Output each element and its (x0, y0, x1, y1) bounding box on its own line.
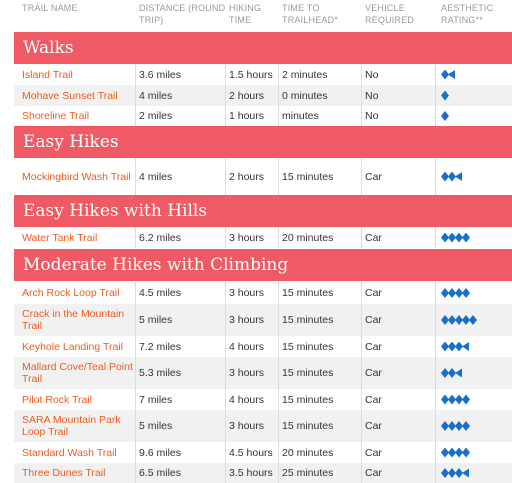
column-divider (135, 410, 136, 442)
cell-distance: 3.6 miles (139, 68, 182, 81)
table-row (14, 64, 512, 85)
table-row (14, 410, 512, 442)
trail-name-link[interactable]: Shoreline Trail (22, 110, 90, 122)
cell-hiking: 4 hours (229, 340, 265, 353)
cell-vehicle: Car (365, 420, 382, 432)
trail-name-link[interactable]: Standard Wash Trail (22, 446, 117, 459)
cell-hiking: 3 hours (229, 420, 265, 432)
cell-distance: 5.3 miles (139, 367, 182, 379)
diamond-icon (441, 468, 449, 478)
aesthetic-rating (441, 410, 469, 442)
column-divider (225, 85, 226, 106)
diamond-icon (441, 395, 449, 405)
table-row (14, 158, 512, 195)
diamond-icon (462, 395, 470, 405)
cell-trailhead: 2 minutes (282, 68, 328, 81)
table-row (14, 304, 512, 336)
cell-distance: 7.2 miles (139, 340, 182, 353)
diamond-icon (448, 421, 456, 431)
diamond-icon (455, 448, 463, 458)
cell-distance: 2 miles (139, 110, 173, 122)
cell-distance: 6.2 miles (139, 231, 182, 244)
header-vehicle-required: VEHICLE REQUIRED (365, 3, 415, 25)
column-divider (225, 357, 226, 389)
header-time-to-trailhead: TIME TO TRAILHEAD* (282, 3, 339, 25)
table-row (14, 357, 512, 389)
aesthetic-rating (441, 85, 448, 106)
trail-name-link[interactable]: Crack in the Mountain Trail (22, 308, 125, 332)
table-row (14, 106, 512, 126)
section-header: Walks (14, 32, 512, 64)
cell-distance: 4 miles (139, 170, 173, 183)
cell-vehicle: No (365, 68, 379, 81)
diamond-icon (441, 315, 449, 325)
cell-trailhead: minutes (282, 110, 319, 122)
column-divider (135, 389, 136, 410)
diamond-icon (455, 395, 463, 405)
cell-hiking: 2 hours (229, 170, 265, 183)
column-divider (435, 64, 436, 85)
header-trail-name: TRAIL NAME (22, 3, 78, 13)
column-divider (225, 463, 226, 483)
column-divider (225, 227, 226, 248)
header-distance: DISTANCE (ROUND TRIP) (139, 3, 226, 25)
cell-vehicle: Car (365, 446, 382, 459)
aesthetic-rating (441, 442, 469, 463)
column-divider (435, 357, 436, 389)
diamond-icon (441, 288, 449, 298)
diamond-icon (448, 368, 456, 378)
cell-distance: 9.6 miles (139, 446, 182, 459)
cell-hiking: 3 hours (229, 367, 265, 379)
column-divider (225, 106, 226, 126)
table-row (14, 85, 512, 106)
aesthetic-rating (441, 282, 469, 304)
diamond-icon (455, 468, 463, 478)
diamond-icon (441, 172, 449, 182)
cell-vehicle: Car (365, 231, 382, 244)
column-divider (135, 304, 136, 336)
column-divider (225, 336, 226, 357)
section-header: Moderate Hikes with Climbing (14, 249, 512, 281)
diamond-icon (448, 468, 456, 478)
diamond-icon (462, 315, 470, 325)
diamond-icon (455, 421, 463, 431)
diamond-icon (441, 342, 449, 352)
diamond-icon (462, 233, 470, 243)
diamond-icon (448, 342, 456, 352)
column-divider (135, 158, 136, 195)
cell-trailhead: 15 minutes (282, 367, 334, 379)
aesthetic-rating (441, 336, 468, 357)
diamond-icon (441, 111, 449, 121)
table-row (14, 389, 512, 410)
cell-vehicle: Car (365, 340, 382, 353)
column-divider (435, 336, 436, 357)
trail-name-link[interactable]: Mallard Cove/Teal Point Trail (22, 361, 133, 385)
half-diamond-icon (455, 172, 462, 181)
diamond-icon (448, 315, 456, 325)
cell-trailhead: 25 minutes (282, 467, 334, 479)
cell-distance: 4 miles (139, 89, 173, 102)
column-divider (435, 304, 436, 336)
diamond-icon (469, 315, 477, 325)
trail-name-link[interactable]: Three Dunes Trail (22, 467, 106, 479)
section-header: Easy Hikes with Hills (14, 195, 512, 227)
column-divider (135, 442, 136, 463)
cell-trailhead: 15 minutes (282, 170, 334, 183)
column-divider (135, 227, 136, 248)
column-divider (225, 442, 226, 463)
trail-name-link[interactable]: Water Tank Trail (22, 231, 98, 244)
half-diamond-icon (455, 369, 462, 378)
column-divider (435, 410, 436, 442)
diamond-icon (448, 448, 456, 458)
column-divider (435, 158, 436, 195)
column-divider (435, 85, 436, 106)
diamond-icon (441, 448, 449, 458)
trail-name-link[interactable]: Mohave Sunset Trail (22, 89, 118, 102)
column-divider (135, 357, 136, 389)
cell-trailhead: 0 minutes (282, 89, 328, 102)
cell-vehicle: Car (365, 367, 382, 379)
diamond-icon (462, 421, 470, 431)
aesthetic-rating (441, 304, 476, 336)
cell-hiking: 1 hours (229, 110, 265, 122)
table-row (14, 336, 512, 357)
cell-vehicle: Car (365, 287, 382, 299)
column-divider (435, 442, 436, 463)
column-divider (135, 64, 136, 85)
cell-hiking: 2 hours (229, 89, 265, 102)
aesthetic-rating (441, 389, 469, 410)
cell-trailhead: 15 minutes (282, 393, 334, 406)
cell-hiking: 3.5 hours (229, 467, 273, 479)
diamond-icon (455, 288, 463, 298)
cell-distance: 6.5 miles (139, 467, 182, 479)
cell-hiking: 3 hours (229, 287, 265, 299)
cell-trailhead: 20 minutes (282, 231, 334, 244)
column-divider (135, 463, 136, 483)
cell-hiking: 4.5 hours (229, 446, 273, 459)
cell-trailhead: 15 minutes (282, 314, 334, 326)
column-divider (225, 304, 226, 336)
diamond-icon (448, 288, 456, 298)
trail-name-link[interactable]: Pilot Rock Trail (22, 393, 93, 406)
half-diamond-icon (462, 469, 469, 478)
cell-distance: 5 miles (139, 314, 173, 326)
section-header: Easy Hikes (14, 126, 512, 158)
column-divider (135, 106, 136, 126)
diamond-icon (441, 233, 449, 243)
diamond-icon (448, 233, 456, 243)
diamond-icon (462, 288, 470, 298)
cell-hiking: 1.5 hours (229, 68, 273, 81)
diamond-icon (455, 315, 463, 325)
aesthetic-rating (441, 106, 448, 126)
trail-name-link[interactable]: Mockingbird Wash Trail (22, 170, 131, 183)
cell-vehicle: Car (365, 467, 382, 479)
column-divider (225, 158, 226, 195)
cell-trailhead: 15 minutes (282, 340, 334, 353)
diamond-icon (455, 233, 463, 243)
cell-vehicle: Car (365, 393, 382, 406)
column-divider (225, 410, 226, 442)
aesthetic-rating (441, 357, 461, 389)
cell-trailhead: 20 minutes (282, 446, 334, 459)
cell-hiking: 3 hours (229, 314, 265, 326)
cell-vehicle: Car (365, 170, 382, 183)
cell-hiking: 3 hours (229, 231, 265, 244)
cell-vehicle: No (365, 110, 379, 122)
diamond-icon (441, 70, 449, 80)
diamond-icon (448, 172, 456, 182)
column-divider (135, 85, 136, 106)
column-divider (435, 463, 436, 483)
cell-vehicle: No (365, 89, 379, 102)
table-row (14, 442, 512, 463)
column-divider (135, 282, 136, 304)
half-diamond-icon (448, 70, 455, 79)
aesthetic-rating (441, 463, 468, 483)
cell-trailhead: 15 minutes (282, 420, 334, 432)
aesthetic-rating (441, 64, 454, 85)
column-divider (435, 282, 436, 304)
cell-distance: 4.5 miles (139, 287, 182, 299)
header-aesthetic-rating: AESTHETIC RATING** (441, 3, 494, 25)
table-row (14, 463, 512, 483)
column-divider (435, 389, 436, 410)
trail-name-link[interactable]: SARA Mountain Park Loop Trail (22, 414, 121, 438)
cell-hiking: 4 hours (229, 393, 265, 406)
cell-vehicle: Car (365, 314, 382, 326)
table-header (14, 0, 512, 32)
column-divider (225, 282, 226, 304)
diamond-icon (462, 448, 470, 458)
cell-distance: 7 miles (139, 393, 173, 406)
trail-name-link[interactable]: Island Trail (22, 68, 73, 81)
trail-name-link[interactable]: Arch Rock Loop Trail (22, 287, 120, 299)
diamond-icon (441, 368, 449, 378)
diamond-icon (441, 91, 449, 101)
cell-trailhead: 15 minutes (282, 287, 334, 299)
column-divider (135, 336, 136, 357)
cell-distance: 5 miles (139, 420, 173, 432)
column-divider (225, 64, 226, 85)
diamond-icon (455, 342, 463, 352)
aesthetic-rating (441, 158, 461, 195)
diamond-icon (441, 421, 449, 431)
header-hiking-time: HIKING TIME (229, 3, 262, 25)
aesthetic-rating (441, 227, 469, 248)
column-divider (435, 106, 436, 126)
column-divider (225, 389, 226, 410)
column-divider (435, 227, 436, 248)
table-row (14, 227, 512, 248)
diamond-icon (448, 395, 456, 405)
trail-name-link[interactable]: Keyhole Landing Trail (22, 340, 123, 353)
table-row (14, 282, 512, 304)
half-diamond-icon (462, 342, 469, 351)
